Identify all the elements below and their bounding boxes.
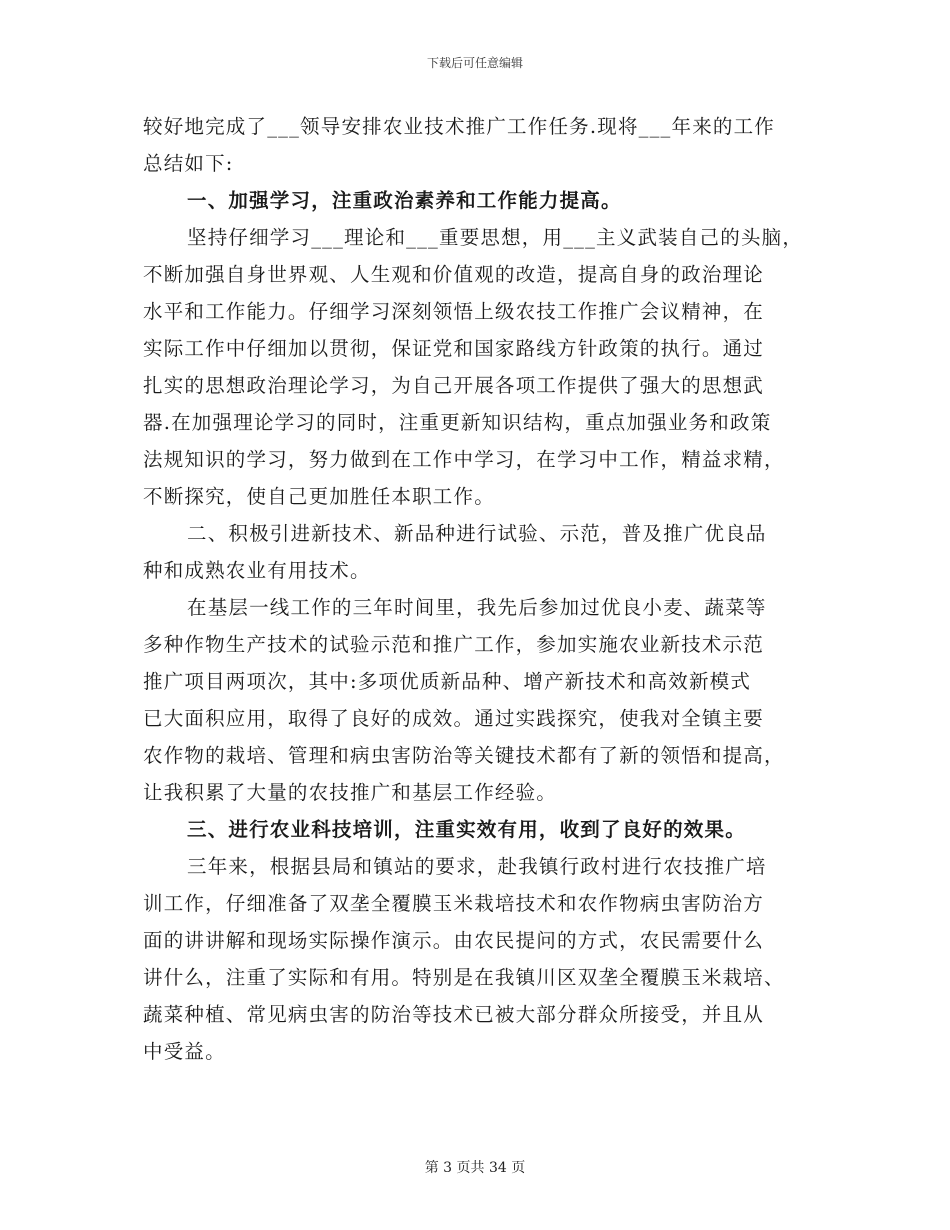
body-line: 推广项目两项次，其中:多项优质新品种、增产新技术和高效新模式 [143, 670, 752, 693]
section-heading-3: 三、进行农业科技培训，注重实效有用，收到了良好的效果。 [187, 818, 746, 841]
body-line: 法规知识的学习，努力做到在工作中学习，在学习中工作，精益求精， [143, 448, 785, 471]
body-line: 在基层一线工作的三年时间里，我先后参加过优良小麦、蔬菜等 [187, 596, 767, 619]
section-heading-2: 二、积极引进新技术、新品种进行试验、示范，普及推广优良品 [187, 522, 767, 545]
body-line: 农作物的栽培、管理和病虫害防治等关键技术都有了新的领悟和提高， [143, 744, 785, 767]
body-line: 扎实的思想政治理论学习，为自己开展各项工作提供了强大的思想武 [143, 374, 765, 397]
body-line: 面的讲讲解和现场实际操作演示。由农民提问的方式，农民需要什么 [143, 929, 765, 952]
body-line: 实际工作中仔细加以贯彻，保证党和国家路线方针政策的执行。通过 [143, 337, 765, 360]
body-line: 不断探究，使自己更加胜任本职工作。 [143, 485, 495, 508]
body-line: 总结如下: [143, 152, 234, 175]
page-header: 下载后可任意编辑 [426, 56, 523, 70]
body-line: 器.在加强理论学习的同时，注重更新知识结构，重点加强业务和政策 [143, 411, 772, 434]
body-line: 多种作物生产技术的试验示范和推广工作，参加实施农业新技术示范 [143, 633, 765, 656]
body-line: 三年来，根据县局和镇站的要求，赴我镇行政村进行农技推广培 [187, 855, 767, 878]
page-footer: 第 3 页共 34 页 [424, 1160, 526, 1176]
body-line: 较好地完成了___领导安排农业技术推广工作任务.现将___年来的工作 [143, 115, 775, 138]
body-line: 中受益。 [143, 1040, 226, 1063]
body-line: 训工作，仔细准备了双垄全覆膜玉米栽培技术和农作物病虫害防治方 [143, 892, 765, 915]
body-line: 坚持仔细学习___理论和___重要思想，用___主义武装自己的头脑， [187, 226, 804, 249]
body-line: 不断加强自身世界观、人生观和价值观的改造，提高自身的政治理论 [143, 263, 765, 286]
section-heading-1: 一、加强学习，注重政治素养和工作能力提高。 [187, 189, 622, 212]
body-line: 种和成熟农业有用技术。 [143, 559, 371, 582]
body-line: 水平和工作能力。仔细学习深刻领悟上级农技工作推广会议精神，在 [143, 300, 765, 323]
body-line: 已大面积应用，取得了良好的成效。通过实践探究，使我对全镇主要 [143, 707, 765, 730]
body-line: 蔬菜种植、常见病虫害的防治等技术已被大部分群众所接受，并且从 [143, 1003, 765, 1026]
document-body [143, 108, 815, 1070]
body-line: 让我积累了大量的农技推广和基层工作经验。 [143, 781, 558, 804]
body-line: 讲什么，注重了实际和有用。特别是在我镇川区双垄全覆膜玉米栽培、 [143, 966, 785, 989]
